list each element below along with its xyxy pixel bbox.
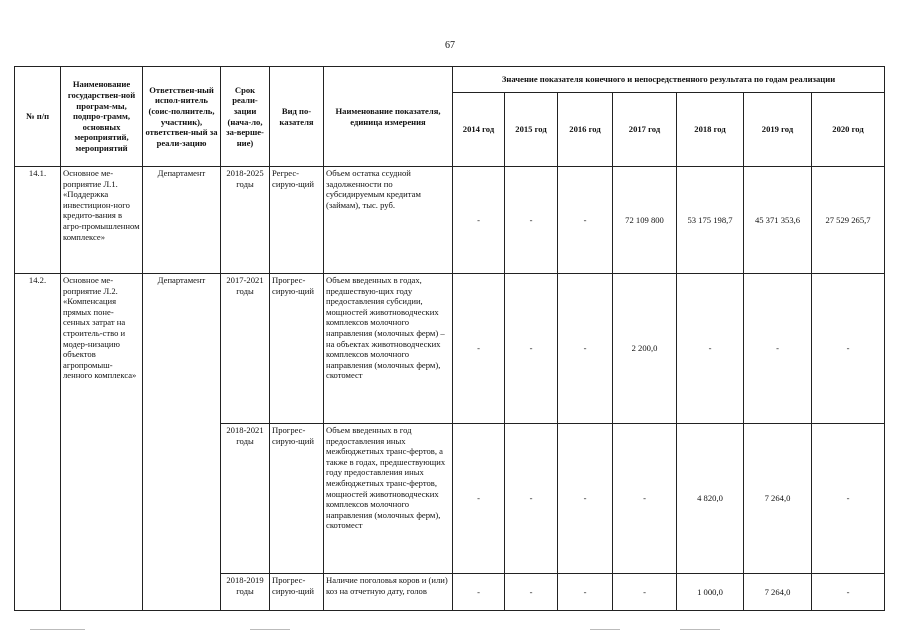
- row-period: 2017-2021 годы: [221, 274, 270, 424]
- value-cell: -: [453, 274, 505, 424]
- value-cell: -: [558, 274, 613, 424]
- row-indicator: Объем введенных в годах, предшествую-щих году предоставления субсидии, мощностей животноводческих комплексов молочного направления (молочных ферм) – на объектах животноводческих комплексов молочного направления (молочных ферм), скотомест: [324, 274, 453, 424]
- value-cell: -: [613, 574, 677, 611]
- value-cell: 7 264,0: [744, 424, 812, 574]
- table-row: [15, 274, 885, 424]
- header-year: 2014 год: [453, 93, 505, 167]
- value-cell: 4 820,0: [677, 424, 744, 574]
- page-number: 67: [445, 40, 455, 51]
- header-values-group: Значение показателя конечного и непосредственного результата по годам реализации: [453, 67, 885, 93]
- row-program: Основное ме-роприятие Л.2. «Компенсация прямых поне-сенных затрат на строитель-ство и модер-низацию объектов агропромыш-ленного комплекса»: [61, 274, 143, 611]
- row-kind: Прогрес-сирую-щий: [270, 274, 324, 424]
- value-cell: 1 000,0: [677, 574, 744, 611]
- row-indicator: Объем введенных в год предоставления иных межбюджетных транс-фертов, а также в годах, предшествующих году предоставления иных межбюджетных транс-фертов, мощностей животноводческих комплексов молочного направления (молочных ферм), скотомест: [324, 424, 453, 574]
- value-cell: -: [613, 424, 677, 574]
- row-num: 14.2.: [15, 274, 61, 611]
- row-indicator: Объем остатка ссудной задолженности по субсидируемым кредитам (займам), тыс. руб.: [324, 167, 453, 274]
- row-kind: Прогрес-сирую-щий: [270, 424, 324, 574]
- table-row: [15, 167, 885, 274]
- value-cell: 72 109 800: [613, 167, 677, 274]
- header-year: 2018 год: [677, 93, 744, 167]
- row-responsible: Департамент: [143, 167, 221, 274]
- row-num: 14.1.: [15, 167, 61, 274]
- value-cell: 53 175 198,7: [677, 167, 744, 274]
- row-kind: Регрес-сирую-щий: [270, 167, 324, 274]
- header-responsible: Ответствен-ный испол-нитель (соис-полнитель, участник), ответствен-ный за реали-зацию: [143, 67, 221, 167]
- value-cell: -: [558, 424, 613, 574]
- header-year: 2016 год: [558, 93, 613, 167]
- header-year: 2019 год: [744, 93, 812, 167]
- value-cell: -: [812, 424, 885, 574]
- value-cell: 27 529 265,7: [812, 167, 885, 274]
- value-cell: -: [812, 574, 885, 611]
- header-num: № п/п: [15, 67, 61, 167]
- value-cell: -: [812, 274, 885, 424]
- header-period: Срок реали-зации (нача-ло, за-верше-ние): [221, 67, 270, 167]
- header-row-1: [15, 67, 885, 93]
- header-indicator: Наименование показателя, единица измерения: [324, 67, 453, 167]
- value-cell: -: [453, 574, 505, 611]
- value-cell: -: [453, 424, 505, 574]
- indicator-table: [14, 66, 885, 611]
- header-kind: Вид по-казателя: [270, 67, 324, 167]
- value-cell: -: [505, 574, 558, 611]
- header-year: 2017 год: [613, 93, 677, 167]
- value-cell: -: [505, 424, 558, 574]
- value-cell: -: [453, 167, 505, 274]
- value-cell: -: [677, 274, 744, 424]
- value-cell: -: [558, 167, 613, 274]
- scan-artifact-line: [680, 629, 720, 630]
- value-cell: -: [505, 274, 558, 424]
- value-cell: -: [744, 274, 812, 424]
- row-period: 2018-2021 годы: [221, 424, 270, 574]
- value-cell: 45 371 353,6: [744, 167, 812, 274]
- row-period: 2018-2025 годы: [221, 167, 270, 274]
- scan-artifact-line: [590, 629, 620, 630]
- row-period: 2018-2019 годы: [221, 574, 270, 611]
- row-program: Основное ме-роприятие Л.1. «Поддержка инвестицион-ного кредито-вания в агро-промышленном комплексе»: [61, 167, 143, 274]
- row-kind: Прогрес-сирую-щий: [270, 574, 324, 611]
- scan-artifact-line: [30, 629, 85, 630]
- scan-artifact-line: [250, 629, 290, 630]
- value-cell: 2 200,0: [613, 274, 677, 424]
- header-year: 2015 год: [505, 93, 558, 167]
- value-cell: 7 264,0: [744, 574, 812, 611]
- value-cell: -: [558, 574, 613, 611]
- value-cell: -: [505, 167, 558, 274]
- header-program: Наименование государствен-ной програм-мы, подпро-грамм, основных мероприятий, мероприятий: [61, 67, 143, 167]
- row-indicator: Наличие поголовья коров и (или) коз на отчетную дату, голов: [324, 574, 453, 611]
- row-responsible: Департамент: [143, 274, 221, 611]
- header-year: 2020 год: [812, 93, 885, 167]
